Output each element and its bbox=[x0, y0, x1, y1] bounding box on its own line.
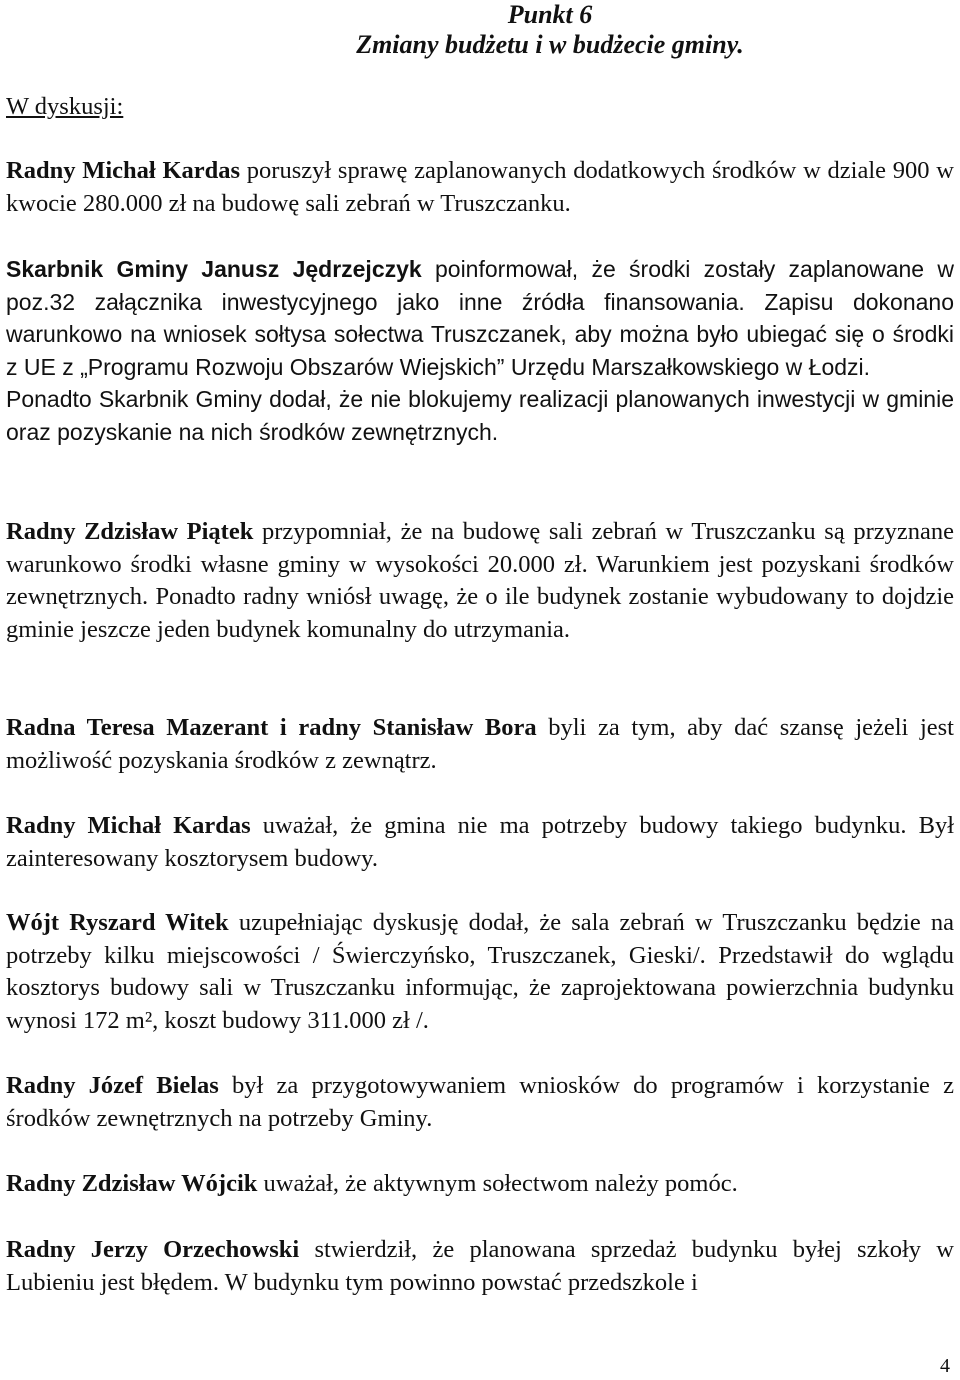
section-number: Punkt 6 bbox=[507, 0, 593, 29]
paragraph-witek bbox=[6, 907, 954, 1037]
paragraph-text: stwierdził, że planowana sprzedaż budynku byłej szkoły w Lubieniu jest błędem. W budynku tym powinno powstać przedszkole i bbox=[6, 1236, 954, 1296]
paragraph-text: poruszył sprawę zaplanowanych dodatkowych środków w dziale 900 w kwocie 280.000 zł na budowę sali zebrań w Truszczanku. bbox=[6, 157, 954, 217]
speaker-name: Radny Zdzisław Piątek bbox=[6, 518, 254, 545]
paragraph-text: uważał, że gmina nie ma potrzeby budowy takiego budynku. Był zainteresowany kosztorysem budowy. bbox=[6, 812, 955, 872]
paragraph-skarbnik bbox=[6, 253, 954, 449]
paragraph-text: poinformował, że środki zostały zaplanowane w poz.32 załącznika inwestycyjnego jako inne źródła finansowania. Zapisu dokonano warunkowo na wniosek sołtysa sołectwa Truszczanek, aby można było ubiegać się o środki z UE z „Programu Rozwoju Obszarów Wiejskich” Urzędu Marszałkowskiego w Łodzi. bbox=[6, 256, 954, 380]
speaker-name: Wójt Ryszard Witek bbox=[6, 909, 229, 936]
speaker-name: Skarbnik Gminy Janusz Jędrzejczyk bbox=[6, 256, 422, 282]
paragraph-text: uzupełniając dyskusję dodał, że sala zebrań w Truszczanku będzie na potrzeby kilku miejscowości / Świerczyńsko, Truszczanek, Gieski/. Przedstawił do wglądu kosztorys budowy sali w Truszczanku informując, że zaprojektowana powierzchnia budynku wynosi 172 m², koszt budowy 311.000 zł /. bbox=[6, 909, 954, 1034]
paragraph-text: przypomniał, że na budowę sali zebrań w Truszczanku są przyznane warunkowo środki własne gminy w wysokości 20.000 zł. Warunkiem jest pozyskani środków zewnętrznych. Ponadto radny wniósł uwagę, że o ile budynek zostanie wybudowany to dojdzie gminie jeszcze jeden budynek komunalny do utrzymania. bbox=[6, 518, 955, 643]
paragraph-piatek bbox=[6, 516, 954, 646]
paragraph-text: byli za tym, aby dać szansę jeżeli jest możliwość pozyskania środków z zewnątrz. bbox=[6, 714, 954, 774]
paragraph-wojcik bbox=[6, 1168, 954, 1201]
paragraph-text: był za przygotowywaniem wniosków do programów i korzystanie z środków zewnętrznych na potrzeby Gminy. bbox=[6, 1072, 954, 1132]
paragraph-kardas-1 bbox=[6, 155, 954, 220]
speaker-name: Radna Teresa Mazerant i radny Stanisław Bora bbox=[6, 714, 537, 741]
paragraph-mazerant-bora bbox=[6, 712, 954, 777]
speaker-name: Radny Józef Bielas bbox=[6, 1072, 219, 1099]
speaker-name: Radny Zdzisław Wójcik bbox=[6, 1170, 258, 1197]
speaker-name: Radny Jerzy Orzechowski bbox=[6, 1236, 300, 1263]
paragraph-text: uważał, że aktywnym sołectwom należy pomóc. bbox=[257, 1170, 738, 1197]
paragraph-orzechowski bbox=[6, 1234, 954, 1299]
page-number: 4 bbox=[940, 1355, 950, 1377]
paragraph-kardas-2 bbox=[6, 810, 954, 875]
paragraph-text-continued: Ponadto Skarbnik Gminy dodał, że nie blokujemy realizacji planowanych inwestycji w gminie oraz pozyskanie na nich środków zewnętrznych. bbox=[6, 386, 954, 445]
section-title: Zmiany budżetu i w budżecie gminy. bbox=[356, 30, 744, 59]
section-header bbox=[250, 0, 850, 60]
speaker-name: Radny Michał Kardas bbox=[6, 157, 241, 184]
speaker-name: Radny Michał Kardas bbox=[6, 812, 251, 839]
paragraph-bielas bbox=[6, 1070, 954, 1135]
discussion-label: W dyskusji: bbox=[6, 93, 124, 120]
